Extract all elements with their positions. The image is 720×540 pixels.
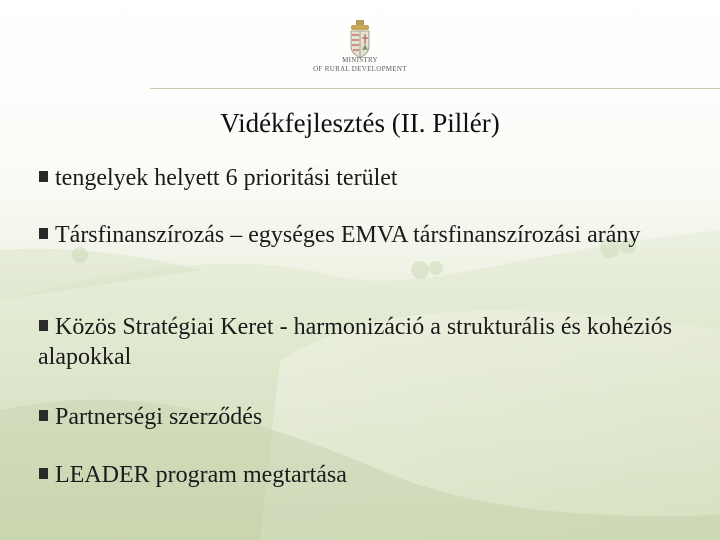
square-bullet-icon (39, 410, 48, 421)
bullet-text: tengelyek helyett 6 prioritási terület (55, 165, 398, 191)
logo-line-2: OF RURAL DEVELOPMENT (313, 65, 407, 73)
square-bullet-icon (39, 228, 48, 239)
bullet-item (38, 460, 698, 490)
slide-title: Vidékfejlesztés (II. Pillér) (220, 108, 500, 138)
ministry-logo-text (298, 56, 422, 74)
bullet-text: Közös Stratégiai Keret - harmonizáció a strukturális és kohéziós alapokkal (38, 314, 673, 370)
bullet-text: LEADER program megtartása (55, 462, 347, 488)
bullet-item (38, 220, 698, 250)
square-bullet-icon (39, 171, 48, 182)
header-divider (150, 88, 720, 89)
bullet-item (38, 312, 698, 372)
bullet-item (38, 163, 698, 193)
square-bullet-icon (39, 320, 48, 331)
logo-line-1: MINISTRY (342, 56, 378, 64)
square-bullet-icon (39, 468, 48, 479)
bullet-text: Partnerségi szerződés (55, 404, 263, 430)
bullet-item (38, 402, 698, 432)
bullet-text: Társfinanszírozás – egységes EMVA társfinanszírozási arány (55, 222, 641, 248)
